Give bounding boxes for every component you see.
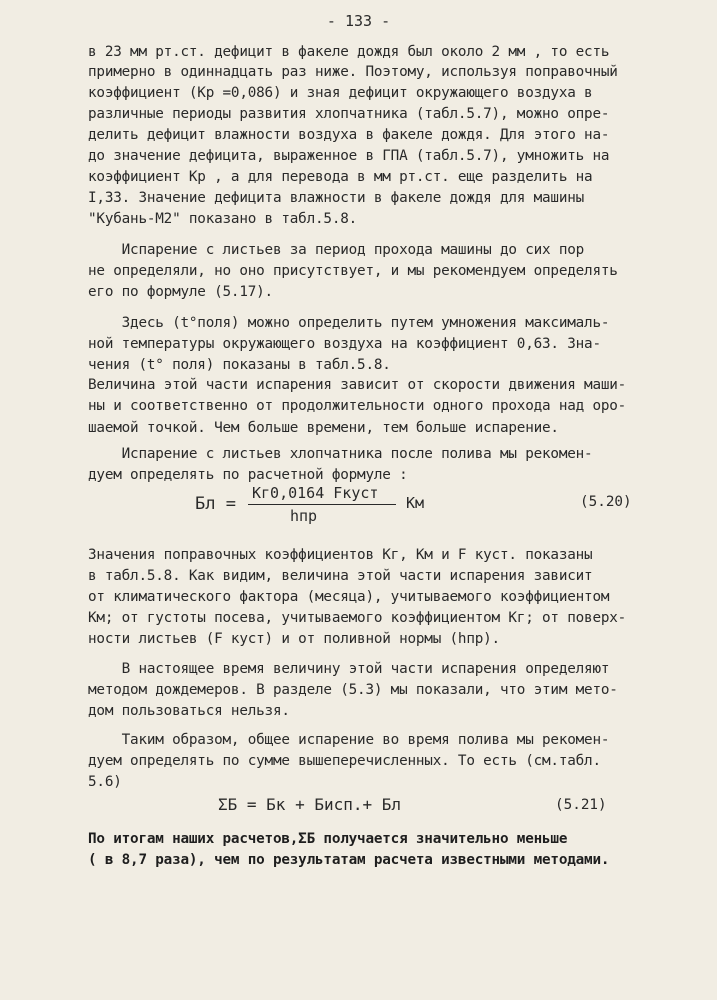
text-line: Здесь (t°поля) можно определить путем умножения максималь- — [88, 315, 610, 331]
text-line: Км; от густоты посева, учитываемого коэффициентом Кг; от поверх- — [88, 610, 627, 626]
text-line: ны и соответственно от продолжительности одного прохода над оро- — [88, 398, 627, 414]
text-line: Значения поправочных коэффициентов Кг, Км и F куст. показаны — [88, 547, 593, 563]
page-number: - 133 - — [326, 12, 391, 30]
text-line: "Кубань-М2" показано в табл.5.8. — [88, 211, 358, 227]
text-line: В настоящее время величину этой части испарения определяют — [88, 661, 610, 677]
text-line: делить дефицит влажности воздуха в факеле дождя. Для этого на- — [88, 127, 610, 143]
text-line: дом пользоваться нельзя. — [88, 703, 290, 719]
fraction-bar — [248, 504, 396, 505]
formula-numerator: Кг0,0164 Fкуст — [252, 484, 379, 502]
text-line: коэффициент (Кр =0,086) и зная дефицит окружающего воздуха в — [88, 85, 593, 101]
text-line: его по формуле (5.17). — [88, 284, 273, 300]
text-line: различные периоды развития хлопчатника (табл.5.7), можно опре- — [88, 106, 610, 122]
equation-number: (5.20) — [580, 494, 632, 510]
text-line: I,33. Значение дефицита влажности в факеле дождя для машины — [88, 190, 585, 206]
formula-factor: Км — [406, 494, 425, 512]
text-line: чения (t° поля) показаны в табл.5.8. — [88, 357, 391, 373]
text-line: не определяли, но оно присутствует, и мы рекомендуем определять — [88, 263, 618, 279]
text-line: 5.6) — [88, 774, 122, 790]
text-line: Таким образом, общее испарение во время полива мы рекомен- — [88, 732, 610, 748]
text-line: коэффициент Кр , а для перевода в мм рт.ст. еще разделить на — [88, 169, 593, 185]
text-line: примерно в одиннадцать раз ниже. Поэтому, используя поправочный — [88, 64, 618, 80]
equation-number: (5.21) — [555, 797, 607, 813]
text-line: ( в 8,7 раза), чем по результатам расчета известными методами. — [88, 852, 610, 868]
text-line: ной температуры окружающего воздуха на коэффициент 0,63. Зна- — [88, 336, 601, 352]
formula-denominator: hпр — [290, 507, 318, 525]
text-line: дуем определять по сумме вышеперечисленных. То есть (см.табл. — [88, 753, 601, 769]
formula-lhs: Бл = — [195, 494, 236, 514]
text-line: методом дождемеров. В разделе (5.3) мы показали, что этим мето- — [88, 682, 618, 698]
text-line: дуем определять по расчетной формуле : — [88, 467, 408, 483]
text-line: Испарение с листьев за период прохода машины до сих пор — [88, 242, 585, 258]
formula-expression: ΣБ = Бк + Бисп.+ Бл — [218, 795, 402, 814]
text-line: в 23 мм рт.ст. дефицит в факеле дождя был около 2 мм , то есть — [88, 44, 610, 60]
text-line: По итогам наших расчетов,ΣБ получается значительно меньше — [88, 831, 568, 847]
text-line: в табл.5.8. Как видим, величина этой части испарения зависит — [88, 568, 593, 584]
text-line: ности листьев (F куст) и от поливной нормы (hпр). — [88, 631, 500, 647]
text-line: шаемой точкой. Чем больше времени, тем больше испарение. — [88, 420, 559, 436]
text-line: до значение дефицита, выраженное в ГПА (табл.5.7), умножить на — [88, 148, 610, 164]
text-line: Испарение с листьев хлопчатника после полива мы рекомен- — [88, 446, 593, 462]
text-line: Величина этой части испарения зависит от скорости движения маши- — [88, 377, 627, 393]
text-line: от климатического фактора (месяца), учитываемого коэффициентом — [88, 589, 610, 605]
